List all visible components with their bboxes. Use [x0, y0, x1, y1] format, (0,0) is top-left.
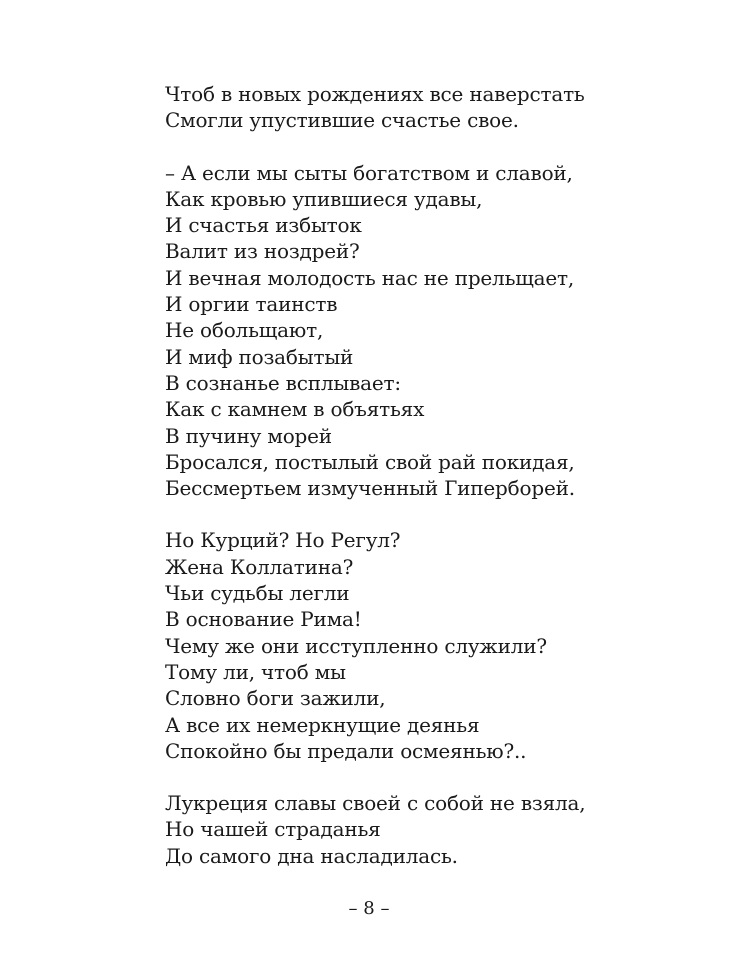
poem-line: Чтоб в новых рождениях все наверстать	[165, 82, 585, 106]
poem-text	[165, 81, 705, 895]
poem-line: До самого дна насладилась.	[165, 843, 458, 868]
poem-line: Бессмертьем измученный Гиперборей.	[165, 476, 575, 501]
poem-line: – А если мы сыты богатством и славой,	[165, 160, 573, 185]
stanza	[165, 790, 705, 869]
poem-line: Тому ли, чтоб мы	[165, 659, 346, 684]
poem-line: Чему же они исступленно служили?	[165, 633, 547, 658]
stanza	[165, 527, 705, 764]
poem-line: В основание Рима!	[165, 607, 362, 632]
poem-line: И оргии таинств	[165, 292, 338, 317]
poem-line: Бросался, постылый свой рай покидая,	[165, 449, 575, 474]
stanza	[165, 81, 705, 134]
poem-line: Смогли упустившие счастье свое.	[165, 108, 519, 133]
poem-line: В сознанье всплывает:	[165, 370, 401, 395]
poem-line: Валит из ноздрей?	[165, 239, 360, 264]
poem-line: Но чашей страданья	[165, 817, 381, 842]
poem-line: И вечная молодость нас не прельщает,	[165, 265, 575, 290]
poem-line: Спокойно бы предали осмеянью?..	[165, 738, 527, 763]
poem-line: И миф позабытый	[165, 344, 354, 369]
poem-line: Как с камнем в объятьях	[165, 397, 425, 422]
poem-line: Но Курций? Но Регул?	[165, 528, 401, 553]
poem-line: И счастья избыток	[165, 213, 362, 238]
poem-line: Жена Коллатина?	[165, 554, 354, 579]
poem-line: А все их немеркнущие деянья	[165, 712, 480, 737]
stanza	[165, 160, 705, 502]
poem-line: Чьи судьбы легли	[165, 581, 350, 606]
poem-line: Словно боги зажили,	[165, 686, 386, 711]
poem-line: Как кровью упившиеся удавы,	[165, 186, 483, 211]
poem-line: В пучину морей	[165, 423, 332, 448]
poem-line: Лукреция славы своей с собой не взяла,	[165, 791, 586, 816]
poem-line: Не обольщают,	[165, 318, 324, 343]
page-number: – 8 –	[348, 898, 390, 919]
